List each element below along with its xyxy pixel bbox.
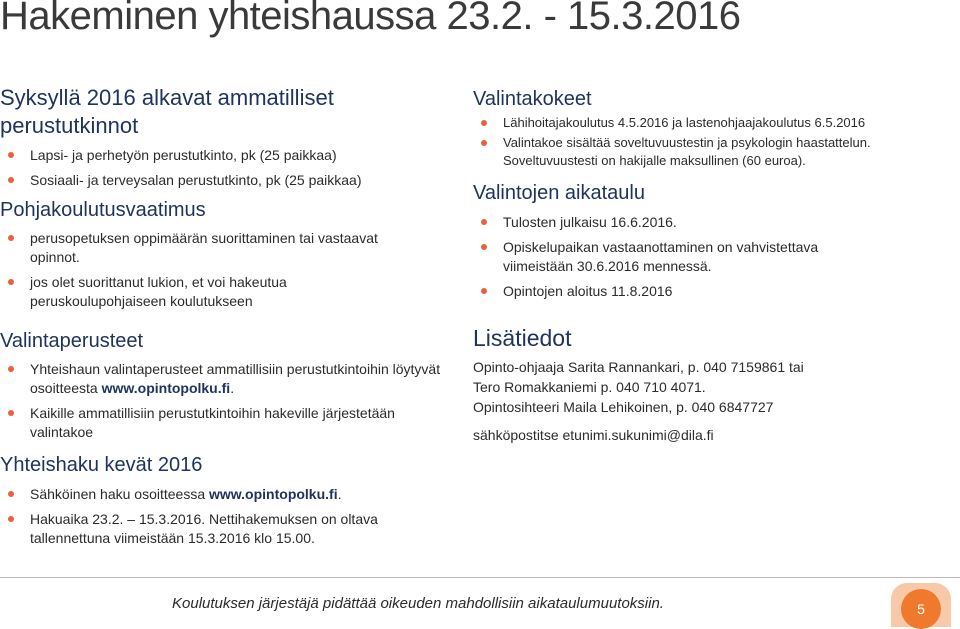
section-heading-entrance-exams: Valintakokeet — [473, 88, 592, 110]
bullet-icon — [8, 177, 14, 183]
list-item: Lapsi- ja perhetyön perustutkinto, pk (25 paikkaa) — [0, 146, 445, 165]
list-item: Opiskelupaikan vastaanottaminen on vahvistettava viimeistään 30.6.2016 mennessä. — [473, 238, 943, 276]
list-item: perusopetuksen oppimäärän suorittaminen tai vastaavat opinnot. — [0, 229, 445, 267]
schedule-list — [473, 213, 943, 301]
bullet-icon — [8, 491, 14, 497]
bullet-icon — [8, 366, 14, 372]
opintopolku-link[interactable]: www.opintopolku.fi — [101, 380, 231, 396]
email-info: sähköpostitse etunimi.sukunimi@dila.fi — [473, 427, 714, 443]
section-heading-application: Yhteishaku kevät 2016 — [0, 454, 203, 476]
left-column — [0, 84, 445, 548]
list-item: Sosiaali- ja terveysalan perustutkinto, pk (25 paikkaa) — [0, 171, 445, 190]
footer-divider — [0, 577, 960, 578]
page-number: 5 — [901, 589, 941, 629]
list-item: Valintakoe sisältää soveltuvuustestin ja psykologin haastattelun. Soveltuvuustesti on hakijalle maksullinen (60 euroa). — [473, 134, 943, 170]
application-list — [0, 485, 445, 548]
bullet-icon — [481, 288, 487, 294]
list-item: Hakuaika 23.2. – 15.3.2016. Nettihakemuksen on oltava tallennettuna viimeistään 15.3.2016 klo 15.00. — [0, 510, 445, 548]
list-item: jos olet suorittanut lukion, et voi hakeutua peruskoulupohjaiseen koulutukseen — [0, 273, 445, 311]
contact-line: Opintosihteeri Maila Lehikoinen, p. 040 6847727 — [473, 399, 774, 415]
programs-list — [0, 146, 445, 190]
bullet-icon — [481, 219, 487, 225]
list-item: Sähköinen haku osoitteessa www.opintopolku.fi. — [0, 485, 445, 504]
criteria-list — [0, 360, 445, 442]
bullet-icon — [481, 140, 487, 146]
list-item: Tulosten julkaisu 16.6.2016. — [473, 213, 943, 232]
list-item: Yhteishaun valintaperusteet ammatillisiin perustutkintoihin löytyvät osoitteesta www.opintopolku.fi. — [0, 360, 445, 398]
bullet-icon — [8, 410, 14, 416]
requirements-list — [0, 229, 445, 311]
section-heading-programs: Syksyllä 2016 alkavat ammatilliset perustutkinnot — [0, 85, 334, 138]
exams-list — [473, 114, 943, 170]
opintopolku-link[interactable]: www.opintopolku.fi — [209, 486, 338, 502]
bullet-icon — [8, 279, 14, 285]
bullet-icon — [8, 152, 14, 158]
right-column — [473, 86, 943, 445]
bullet-icon — [8, 235, 14, 241]
bullet-icon — [481, 244, 487, 250]
page-title: Hakeminen yhteishaussa 23.2. - 15.3.2016 — [0, 0, 741, 38]
section-heading-requirements: Pohjakoulutusvaatimus — [0, 199, 206, 221]
section-heading-schedule: Valintojen aikataulu — [473, 182, 645, 204]
bullet-icon — [481, 120, 487, 126]
page-number-badge — [891, 583, 951, 627]
bullet-icon — [8, 516, 14, 522]
list-item: Kaikille ammatillisiin perustutkintoihin hakeville järjestetään valintakoe — [0, 404, 445, 442]
contact-line: Opinto-ohjaaja Sarita Rannankari, p. 040 7159861 tai — [473, 359, 804, 375]
footer-disclaimer: Koulutuksen järjestäjä pidättää oikeuden mahdollisiin aikataulumuutoksiin. — [172, 595, 664, 612]
contact-line: Tero Romakkaniemi p. 040 710 4071. — [473, 379, 706, 395]
section-heading-more-info: Lisätiedot — [473, 325, 572, 351]
section-heading-criteria: Valintaperusteet — [0, 330, 144, 352]
list-item: Opintojen aloitus 11.8.2016 — [473, 282, 943, 301]
list-item: Lähihoitajakoulutus 4.5.2016 ja lastenohjaajakoulutus 6.5.2016 — [473, 114, 943, 132]
contact-info — [473, 357, 943, 445]
